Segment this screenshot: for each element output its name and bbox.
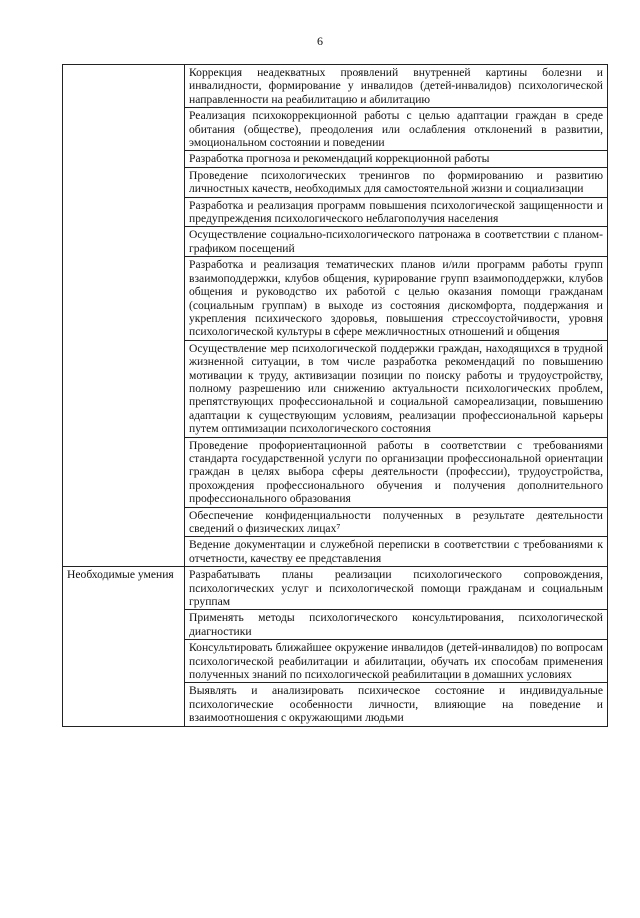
table-cell: Выявлять и анализировать психическое состояние и индивидуальные психологические особенности личности, влияющие на поведение и взаимоотношения с окружающими людьми — [185, 683, 608, 726]
section-label: Необходимые умения — [63, 567, 185, 726]
table-cell: Разработка и реализация тематических планов и/или программ работы групп взаимоподдержки, клубов общения, курирование групп взаимоподдержки, клубов общения и руководство их работой с целью оказания помощи гражданам (социальным группам) в выходе из состояния дискомфорта, поддержания и укрепления психического здоровья, повышения стрессоустойчивости, уровня психологической культуры в сфере межличностных отношений и общения — [185, 257, 608, 340]
table-cell: Ведение документации и служебной переписки в соответствии с требованиями к отчетности, качеству ее представления — [185, 537, 608, 567]
labor-functions-table — [62, 64, 608, 727]
table-cell: Обеспечение конфиденциальности полученных в результате деятельности сведений о физических лицах⁷ — [185, 507, 608, 537]
page-number: 6 — [317, 34, 323, 48]
table-cell: Разработка и реализация программ повышения психологической защищенности и предупреждения психологического неблагополучия населения — [185, 197, 608, 227]
table-cell: Консультировать ближайшее окружение инвалидов (детей-инвалидов) по вопросам психологической реабилитации и абилитации, обучать их способам применения полученных знаний по психологической реабилитации в домашних условиях — [185, 640, 608, 683]
table-cell: Осуществление социально-психологического патронажа в соответствии с планом-графиком посещений — [185, 227, 608, 257]
table-cell: Осуществление мер психологической поддержки граждан, находящихся в трудной жизненной ситуации, в том числе разработка рекомендаций по повышению мотивации к труду, активизации позиции по поиску работы и трудоустройству, полному разрешению или снижению актуальности психологических проблем, препятствующих профессиональной и социальной самореализации, повышению адаптации к существующим условиям, реализации профессиональной карьеры путем оптимизации психологического состояния — [185, 340, 608, 437]
table-cell: Проведение профориентационной работы в соответствии с требованиями стандарта государственной услуги по организации профессиональной ориентации граждан в целях выбора сферы деятельности (профессии), трудоустройства, прохождения профессионального обучения и получения дополнительного профессионального образования — [185, 437, 608, 507]
table-cell: Коррекция неадекватных проявлений внутренней картины болезни и инвалидности, формирование у инвалидов (детей-инвалидов) психологической направленности на реабилитацию и абилитацию — [185, 65, 608, 108]
table-row — [63, 567, 608, 610]
table-cell: Реализация психокоррекционной работы с целью адаптации граждан в среде обитания (обществе), преодоления или ослабления отклонений в развитии, эмоциональном состоянии и поведении — [185, 108, 608, 151]
table-cell: Проведение психологических тренингов по формированию и развитию личностных качеств, необходимых для самостоятельной жизни и социализации — [185, 167, 608, 197]
table-cell: Применять методы психологического консультирования, психологической диагностики — [185, 610, 608, 640]
section-label — [63, 65, 185, 567]
table-row — [63, 65, 608, 108]
table-cell: Разрабатывать планы реализации психологического сопровождения, психологических услуг и психологической помощи гражданам и социальным группам — [185, 567, 608, 610]
table-cell: Разработка прогноза и рекомендаций коррекционной работы — [185, 151, 608, 167]
